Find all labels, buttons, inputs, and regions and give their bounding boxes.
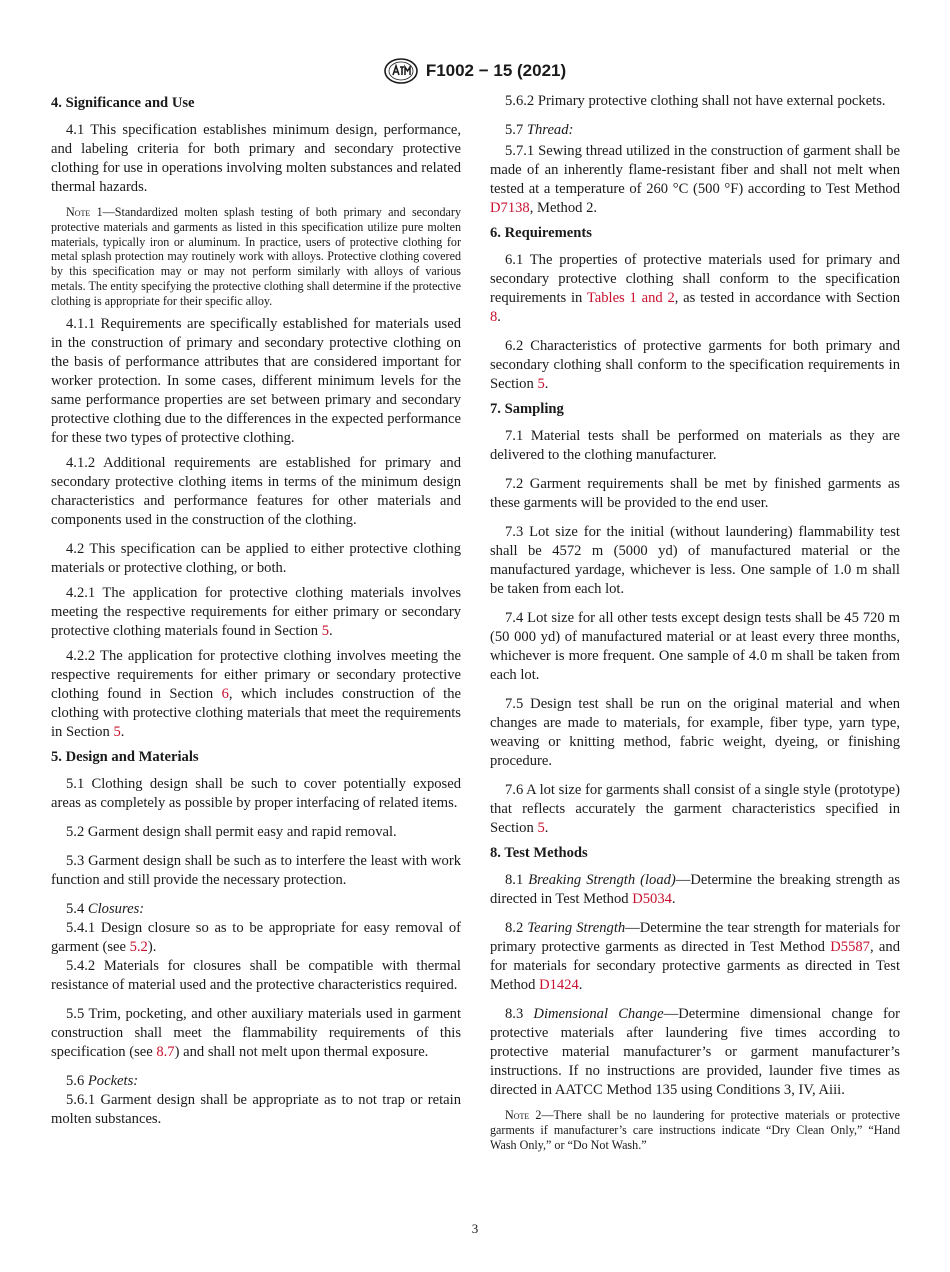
table-link[interactable]: Tables 1 and 2 — [586, 290, 675, 306]
left-column — [51, 92, 461, 1135]
note: Note 1—Standardized molten splash testing of both primary and secondary protective materials and garments as listed in this specification utilize pure molten materials, typically iron or aluminum. In practice, users of protective clothing for metal splash protection may routinely work with alloys. Protective clothing covered by this specification may or may not perform similarly with alloys of various metals. The entity specifying the protective clothing shall determine if the protective clothing is appropriate for their specific alloy. — [51, 205, 461, 308]
paragraph: 5.4.2 Materials for closures shall be compatible with thermal resistance of material used and the protective characteristics required. — [51, 957, 461, 993]
paragraph: 5.4.1 Design closure so as to be appropriate for easy removal of garment (see 5.2). — [51, 919, 461, 955]
section-heading: 5. Design and Materials — [51, 748, 199, 765]
paragraph: 8.2 Tearing Strength—Determine the tear strength for materials for primary protective garments as directed in Test Method D5587, and for materials for secondary protective garments as directed in Test Method D1424. — [490, 920, 900, 993]
paragraph: 5.5 Trim, pocketing, and other auxiliary materials used in garment construction shall meet the flammability requirements of this specification (see 8.7) and shall not melt upon thermal exposure. — [51, 1005, 461, 1060]
paragraph: 7.5 Design test shall be run on the original material and when changes are made to materials, for example, fiber type, yarn type, weaving or knitting method, fabric weight, dyeing, or finishing procedure. — [490, 696, 900, 769]
test-method-link[interactable]: D5587 — [830, 939, 870, 955]
paragraph: 5.2 Garment design shall permit easy and rapid removal. — [66, 823, 397, 840]
paragraph: 8.1 Breaking Strength (load)—Determine the breaking strength as directed in Test Method D5034. — [490, 872, 901, 907]
section-link[interactable]: 5 — [321, 622, 330, 639]
section-link[interactable]: 5.2 — [129, 938, 148, 955]
note-label: Note 1 — [66, 205, 103, 219]
paragraph: 5.4 Closures: — [66, 900, 145, 917]
paragraph: 4.2 This specification can be applied to either protective clothing materials or protective clothing, or both. — [51, 540, 461, 576]
paragraph: 5.7.1 Sewing thread utilized in the construction of garment shall be made of an inherently flame-resistant fiber and shall not melt when tested at a temperature of 260 °C (500 °F) according to Test Method D7138, Method 2. — [490, 143, 900, 216]
paragraph: 7.4 Lot size for all other tests except design tests shall be 45 720 m (50 000 yd) of manufactured material or at least every three months, whichever is more frequent. One sample of 4.0 m shall be taken from each lot. — [490, 610, 900, 683]
paragraph: 4.1.1 Requirements are specifically established for materials used in the construction of primary and secondary protective clothing on the basis of performance attributes that are considered important for worker protection. In some cases, different minimum levels for the same performance properties are set between primary and secondary protective clothing due to the differences in the expected performance for these two types of protective clothing. — [51, 315, 461, 446]
section-heading: 7. Sampling — [490, 401, 564, 417]
paragraph: 4.1 This specification establishes minimum design, performance, and labeling criteria for both primary and secondary protective clothing for use in operations involving molten substances and related thermal hazards. — [51, 122, 461, 195]
section-link[interactable]: 5 — [113, 723, 121, 740]
paragraph: 5.7 Thread: — [505, 122, 574, 138]
paragraph: 8.3 Dimensional Change—Determine dimensional change for protective materials after laundering five times according to protective material manufacturer’s or garment manufacturer’s instructions. If no instructions are provided, launder five times as directed in AATCC Method 135 using Conditions 3, IV, Aiii. — [490, 1006, 900, 1098]
test-method-link[interactable]: D5034 — [632, 891, 672, 907]
page-header — [0, 56, 950, 86]
test-method-link[interactable]: D1424 — [539, 977, 579, 993]
paragraph: 4.2.2 The application for protective clothing involves meeting the respective requirements for either primary or secondary protective clothing found in Section 6, which includes construction of the clothing with protective clothing materials that meet the requirements in Section 5. — [51, 647, 461, 740]
paragraph: 6.2 Characteristics of protective garments for both primary and secondary clothing shall conform to the specification requirements in Section 5. — [490, 338, 900, 392]
section-heading: 4. Significance and Use — [51, 95, 195, 111]
paragraph: 4.1.2 Additional requirements are established for primary and secondary protective clothing items in terms of the minimum design characteristics and performance features for other materials and components used in the construction of the clothing. — [51, 454, 461, 528]
note-label: Note 2 — [505, 1108, 542, 1122]
right-column — [490, 92, 900, 1158]
section-link[interactable]: 5 — [537, 376, 545, 392]
paragraph: 7.3 Lot size for the initial (without laundering) flammability test shall be 4572 m (5000 yd) of manufactured material or the manufactured yardage, whichever is less. One sample of 1.0 m shall be taken from each lot. — [490, 524, 900, 597]
paragraph: 5.3 Garment design shall be such as to interfere the least with work function and still provide the necessary protection. — [51, 852, 461, 888]
section-heading: 8. Test Methods — [490, 845, 588, 861]
paragraph: 7.1 Material tests shall be performed on materials as they are delivered to the clothing manufacturer. — [490, 428, 900, 463]
section-link[interactable]: 8.7 — [156, 1043, 175, 1060]
paragraph: 4.2.1 The application for protective clothing materials involves meeting the respective requirements for either primary or secondary protective clothing materials found in Section 5. — [51, 584, 461, 639]
paragraph: 5.6.2 Primary protective clothing shall not have external pockets. — [505, 93, 886, 109]
paragraph: 5.1 Clothing design shall be such to cover potentially exposed areas as completely as possible by proper interfacing of related items. — [51, 775, 461, 811]
paragraph: 7.2 Garment requirements shall be met by finished garments as these garments will be provided to the end user. — [490, 476, 900, 511]
test-method-link[interactable]: D7138 — [490, 200, 530, 216]
paragraph: 7.6 A lot size for garments shall consist of a single style (prototype) that reflects accurately the garment characteristics specified in Section 5. — [490, 782, 900, 836]
paragraph: 6.1 The properties of protective materials used for primary and secondary protective clothing shall conform to the specification requirements in Tables 1 and 2, as tested in accordance with Section 8. — [490, 252, 900, 325]
page-number: 3 — [471, 1221, 479, 1236]
section-link[interactable]: 6 — [221, 685, 229, 702]
section-heading: 6. Requirements — [490, 225, 592, 241]
section-link[interactable]: 8 — [490, 309, 498, 325]
astm-logo-icon — [384, 58, 418, 84]
paragraph: 5.6 Pockets: — [66, 1072, 139, 1089]
standard-designation: F1002 − 15 (2021) — [425, 61, 567, 80]
paragraph: 5.6.1 Garment design shall be appropriate as to not trap or retain molten substances. — [51, 1091, 461, 1127]
section-link[interactable]: 5 — [537, 820, 545, 836]
note: Note 2—There shall be no laundering for protective materials or protective garments if manufacturer’s care instructions indicate “Dry Clean Only,” “Hand Wash Only,” or “Do Not Wash.” — [490, 1108, 900, 1152]
